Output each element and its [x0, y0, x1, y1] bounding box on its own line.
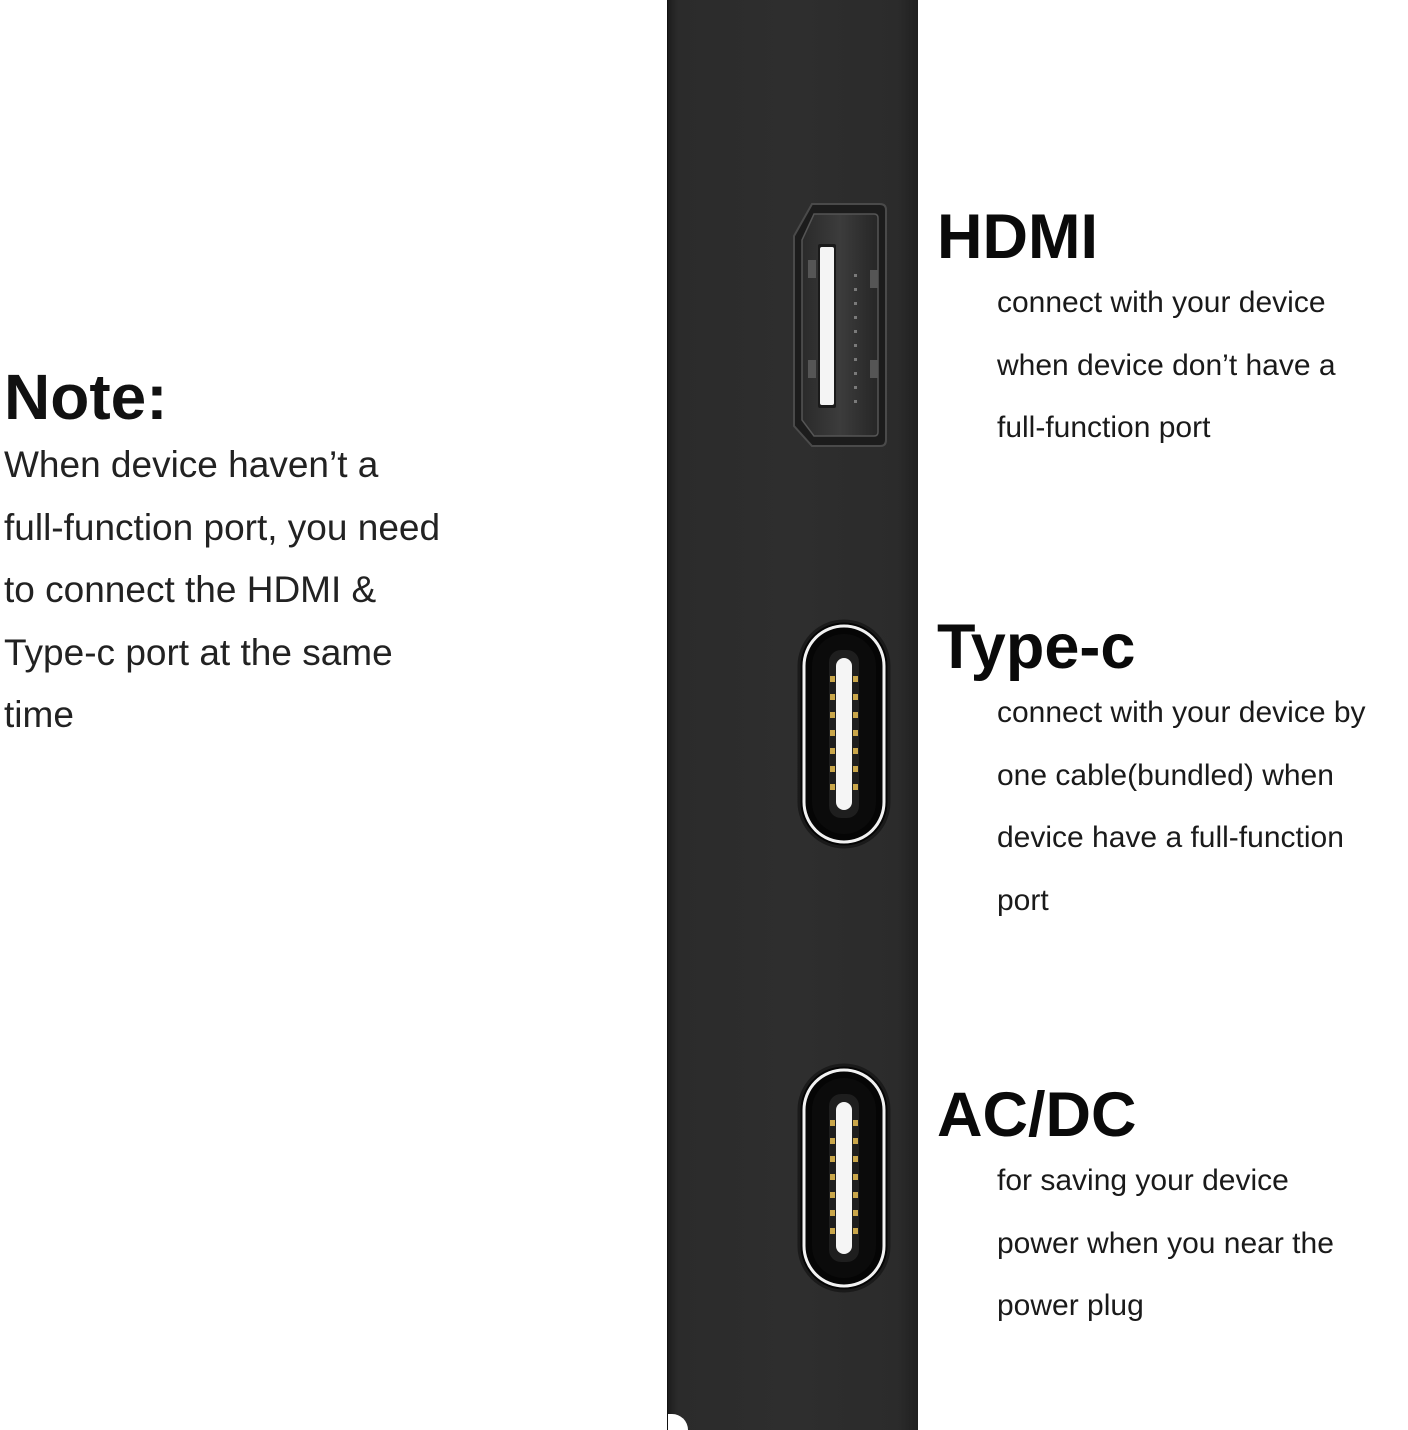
note-title: Note: — [4, 361, 168, 433]
note-body — [4, 434, 524, 747]
hdmi-title: HDMI — [937, 202, 1098, 272]
note-line: time — [4, 694, 74, 735]
hdmi-port-icon — [790, 200, 890, 450]
usb-c-power-port-icon — [796, 1062, 892, 1294]
ac-dc-description — [997, 1150, 1407, 1338]
description-line: power plug — [997, 1289, 1144, 1322]
note-line: to connect the HDMI & — [4, 569, 377, 610]
description-line: power when you near the — [997, 1226, 1334, 1260]
description-line: connect with your device by — [997, 696, 1366, 729]
description-line: device have a full-function — [997, 821, 1344, 854]
ac-dc-label-block — [937, 1080, 1407, 1338]
ac-dc-title: AC/DC — [937, 1080, 1137, 1150]
description-line: when device don’t have a — [997, 348, 1336, 382]
hdmi-label-block — [937, 202, 1407, 460]
usb-c-port-icon — [796, 618, 892, 850]
note-line: When device haven’t a — [4, 444, 379, 485]
note-line: Type-c port at the same — [4, 631, 393, 673]
note-section — [4, 360, 524, 747]
note-line: full-function port, you need — [4, 506, 441, 548]
description-line: port — [997, 883, 1049, 917]
description-line: full-function port — [997, 411, 1211, 444]
hdmi-description — [997, 272, 1407, 460]
type-c-title: Type-c — [937, 612, 1136, 682]
description-line: for saving your device — [997, 1164, 1289, 1197]
type-c-description — [997, 682, 1407, 932]
type-c-label-block — [937, 612, 1407, 932]
description-line: connect with your device — [997, 286, 1326, 319]
description-line: one cable(bundled) when — [997, 758, 1334, 792]
